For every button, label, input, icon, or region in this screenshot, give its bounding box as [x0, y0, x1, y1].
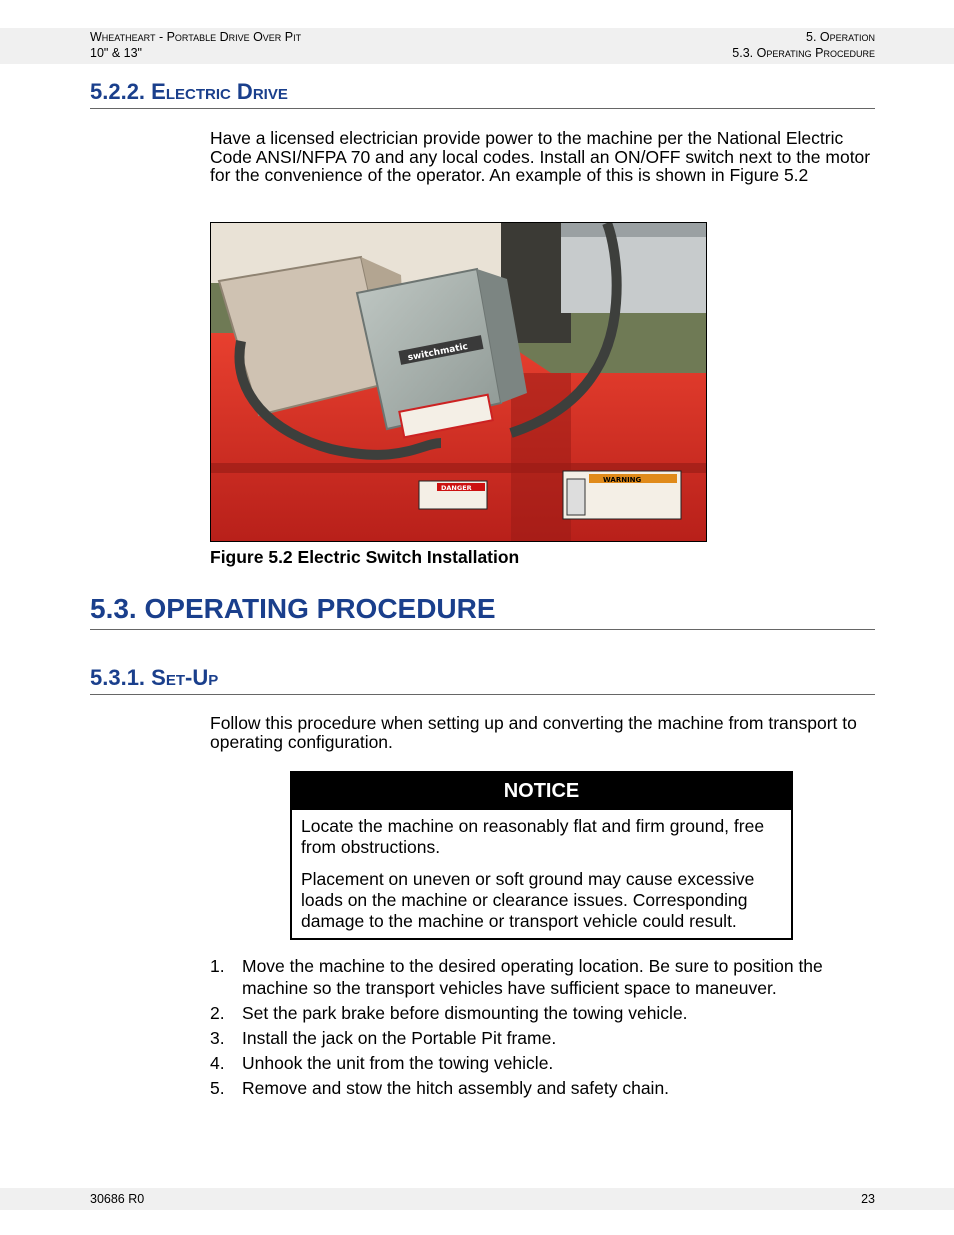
header-right	[732, 29, 875, 61]
step-number: 4.	[210, 1052, 225, 1073]
step-number: 5.	[210, 1077, 225, 1098]
step-number: 2.	[210, 1002, 225, 1023]
footer-page-number: 23	[861, 1192, 875, 1206]
switch-brand-text: switchmatic	[407, 341, 469, 364]
notice-body	[292, 810, 791, 932]
step-text: Set the park brake before dismounting the towing vehicle.	[242, 1002, 688, 1023]
svg-text:WARNING: WARNING	[603, 476, 642, 484]
heading-operating-procedure: 5.3. OPERATING PROCEDURE	[90, 592, 875, 630]
step-number: 1.	[210, 956, 225, 976]
step-number: 3.	[210, 1027, 225, 1048]
list-item	[210, 1028, 875, 1050]
heading-electric-drive: 5.2.2. Electric Drive	[90, 79, 875, 109]
footer-doc-number: 30686 R0	[90, 1192, 145, 1206]
header-product-size: 10" & 13"	[90, 46, 142, 60]
step-text: Unhook the unit from the towing vehicle.	[242, 1052, 554, 1073]
list-item	[210, 1003, 875, 1025]
svg-text:DANGER: DANGER	[441, 484, 472, 492]
set-up-steps-list	[210, 956, 875, 1103]
heading-set-up: 5.3.1. Set-Up	[90, 665, 875, 695]
notice-title: NOTICE	[292, 773, 791, 810]
header-section: 5.3. Operating Procedure	[732, 46, 875, 60]
figure-caption: Figure 5.2 Electric Switch Installation	[210, 547, 520, 567]
set-up-intro-paragraph: Follow this procedure when setting up and converting the machine from transport to operating configuration.	[210, 713, 857, 752]
header-chapter: 5. Operation	[806, 30, 875, 44]
list-item	[210, 1053, 875, 1075]
step-text: Install the jack on the Portable Pit frame.	[242, 1027, 557, 1048]
figure-electric-switch-photo	[210, 222, 707, 542]
step-text: Move the machine to the desired operating location. Be sure to position the machine so the transport vehicles have sufficient space to maneuver.	[242, 956, 823, 998]
list-item	[210, 1078, 875, 1100]
list-item	[210, 956, 875, 999]
notice-paragraph-2: Placement on uneven or soft ground may cause excessive loads on the machine or clearance issues. Corresponding damage to the machine or transport vehicle could result.	[301, 869, 755, 931]
header-left	[90, 29, 301, 61]
switch-installation-illustration	[211, 223, 706, 541]
notice-paragraph-1: Locate the machine on reasonably flat and firm ground, free from obstructions.	[301, 816, 765, 857]
step-text: Remove and stow the hitch assembly and safety chain.	[242, 1077, 670, 1098]
header-product-title: Wheatheart - Portable Drive Over Pit	[90, 30, 302, 44]
electric-drive-paragraph: Have a licensed electrician provide power to the machine per the National Electric Code ANSI/NFPA 70 and any local codes. Install an ON/OFF switch next to the motor for the convenience of the operator. An example of this is shown in Figure 5.2	[210, 128, 871, 186]
notice-box	[290, 771, 793, 940]
